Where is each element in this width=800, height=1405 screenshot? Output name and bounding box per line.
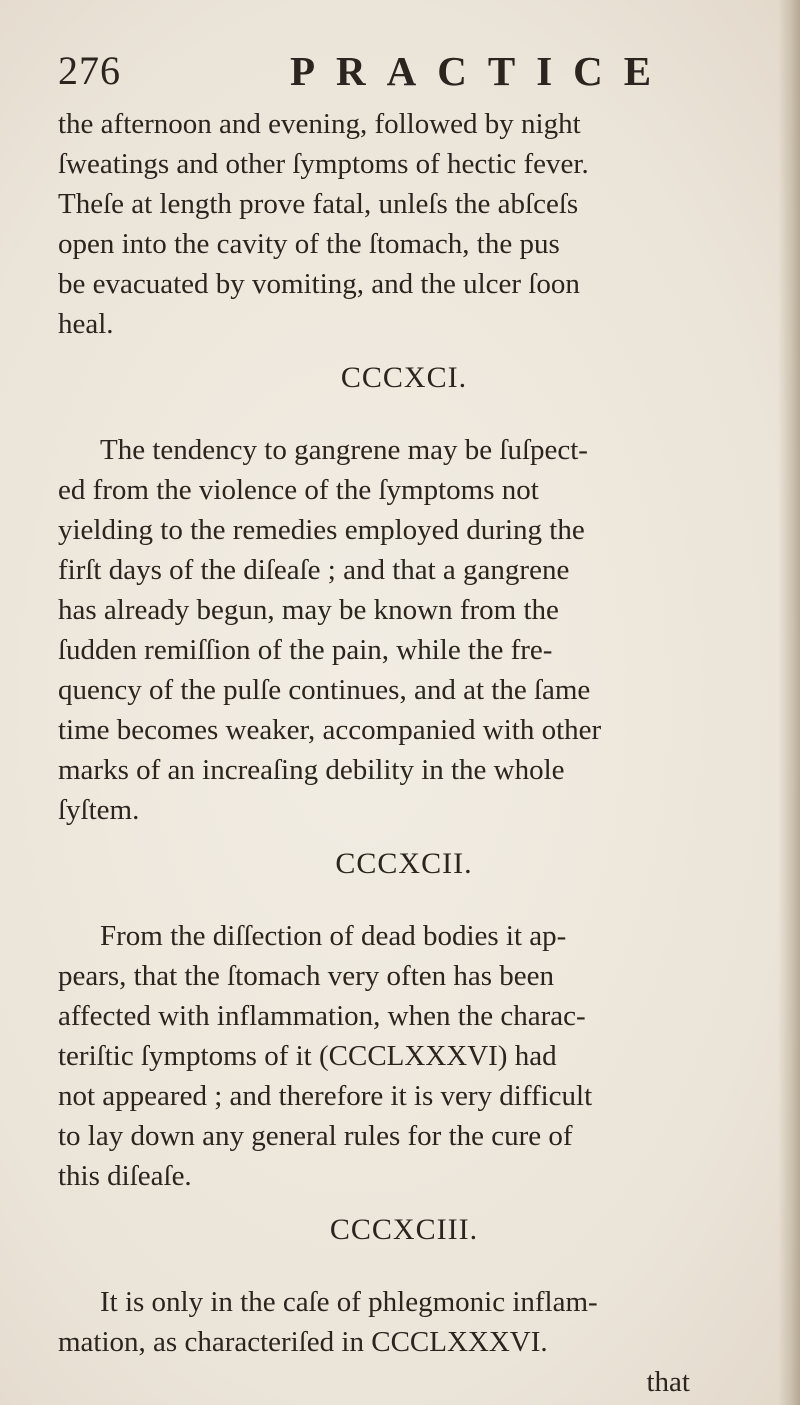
text-line: The tendency to gangrene may be ſuſpect- xyxy=(100,434,588,466)
text-line: has already begun, may be known from the xyxy=(58,594,559,626)
text-line: ed from the violence of the ſymptoms not xyxy=(58,474,539,506)
section-heading-cccxcii: CCCXCII. xyxy=(335,847,473,880)
text-line: mation, as characteriſed in CCCLXXXVI. xyxy=(58,1326,548,1358)
text-line: ſyſtem. xyxy=(58,794,140,826)
text-line: the afternoon and evening, followed by night xyxy=(58,108,581,140)
text-line: It is only in the caſe of phlegmonic inflam- xyxy=(100,1286,598,1318)
text-line: ſweatings and other ſymptoms of hectic fever. xyxy=(58,148,589,180)
text-line: to lay down any general rules for the cure of xyxy=(58,1120,573,1152)
text-line: not appeared ; and therefore it is very difficult xyxy=(58,1080,593,1112)
text-line: be evacuated by vomiting, and the ulcer ſoon xyxy=(58,268,580,300)
page-edge-shadow xyxy=(778,0,800,1405)
text-line: affected with inflammation, when the charac- xyxy=(58,1000,586,1032)
text-line: heal. xyxy=(58,308,114,340)
page-number: 276 xyxy=(58,48,121,93)
text-line: marks of an increaſing debility in the whole xyxy=(58,754,565,786)
text-line: teriſtic ſymptoms of it (CCCLXXXVI) had xyxy=(58,1040,557,1072)
text-line: open into the cavity of the ſtomach, the pus xyxy=(58,228,560,260)
running-head: PRACTICE xyxy=(290,48,673,94)
text-line: ſudden remiſſion of the pain, while the fre- xyxy=(58,634,553,666)
text-line: time becomes weaker, accompanied with other xyxy=(58,714,602,746)
page-header xyxy=(58,48,673,94)
text-line: this diſeaſe. xyxy=(58,1160,192,1192)
paragraph-2 xyxy=(58,430,750,830)
paragraph-4 xyxy=(58,1282,750,1362)
text-line: yielding to the remedies employed during the xyxy=(58,514,585,546)
text-line: quency of the pulſe continues, and at the ſame xyxy=(58,674,591,706)
page-body xyxy=(58,104,750,1402)
section-heading-cccxciii: CCCXCIII. xyxy=(329,1213,479,1246)
catchword: that xyxy=(646,1366,690,1398)
paragraph-1 xyxy=(58,104,750,344)
paragraph-3 xyxy=(58,916,750,1196)
text-line: firſt days of the diſeaſe ; and that a gangrene xyxy=(58,554,570,586)
text-line: pears, that the ſtomach very often has been xyxy=(58,960,555,992)
text-line: Theſe at length prove fatal, unleſs the abſceſs xyxy=(58,188,579,220)
text-line: From the diſſection of dead bodies it ap- xyxy=(100,920,567,952)
section-heading-cccxci: CCCXCI. xyxy=(340,361,468,394)
